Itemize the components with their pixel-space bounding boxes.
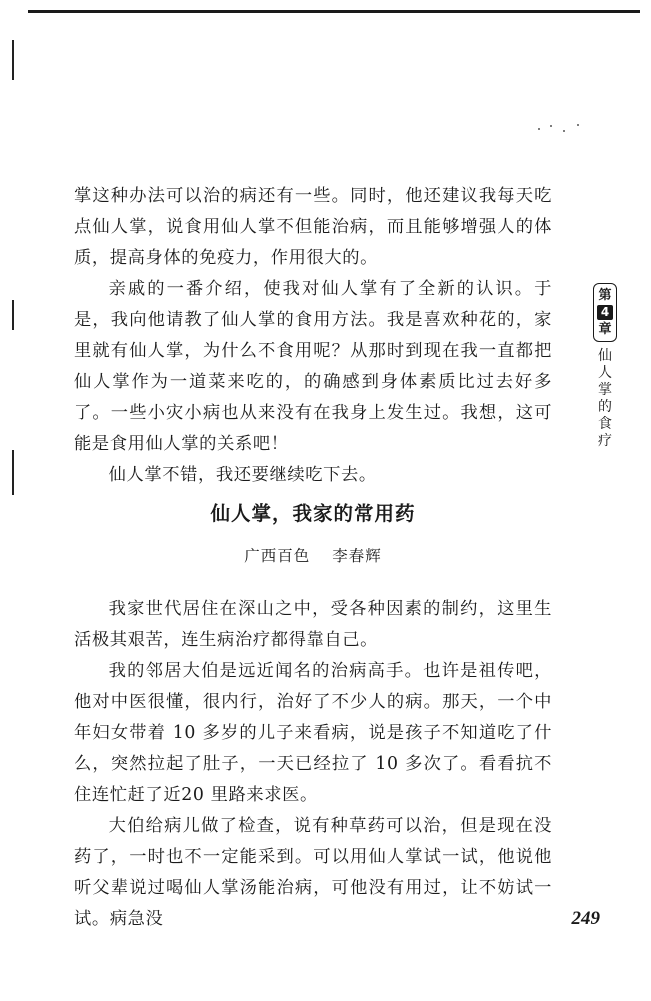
chapter-label-top: 第 xyxy=(598,288,612,303)
chapter-title-char: 疗 xyxy=(598,433,612,449)
text-line: 20 里路来求医。 xyxy=(181,785,318,805)
text-line: 向他请教了仙人掌的食用方法。我是喜欢种花的，家里就有仙 xyxy=(74,310,552,361)
scan-edge-mark xyxy=(12,40,14,80)
chapter-number-box xyxy=(593,283,617,342)
chapter-label-bottom: 章 xyxy=(598,322,612,337)
byline xyxy=(74,544,552,566)
paragraph xyxy=(74,274,552,460)
text-line: 病也从来没有在我身上发生过。我想，这可能是食用仙人掌的 xyxy=(74,403,553,454)
chapter-title-char: 的 xyxy=(598,399,612,415)
text-line: 带着 10 多岁的儿子来看病，说是孩子不知道吃了什么，突然拉 xyxy=(74,723,552,774)
header-rule xyxy=(28,10,640,13)
chapter-tab xyxy=(593,283,619,450)
text-line: 了，一时也不一定能采到。可以用仙人掌试一试，他说他听父辈 xyxy=(74,847,552,898)
top-text-block xyxy=(74,181,552,491)
byline-place: 广西百色 xyxy=(244,547,311,565)
text-line: 说过喝仙人掌汤能治病，可他没有用过，让不妨试一试。病急没 xyxy=(74,878,552,929)
text-line: 高身体的免疫力，作用很大的。 xyxy=(127,248,378,268)
text-line: 其艰苦，连生病治疗都得靠自己。 xyxy=(109,630,378,650)
text-line: 一道菜来吃的，的确感到身体素质比过去好多了。一些小灾小 xyxy=(74,372,552,423)
chapter-title xyxy=(593,348,617,450)
text-line: 掌这种办法可以治的病还有一些。同时，他还建议我每天吃点 xyxy=(74,186,552,237)
text-line: 仙人掌，说食用仙人掌不但能治病，而且能够增强人的体质，提 xyxy=(74,217,552,268)
paragraph xyxy=(74,811,552,935)
bottom-text-block xyxy=(74,594,552,935)
scan-edge-mark xyxy=(12,450,14,495)
text-line: 亲戚的一番介绍，使我对仙人掌有了全新的认识。于是，我 xyxy=(74,279,552,330)
text-line: 我家世代居住在深山之中，受各种因素的制约，这里生活极 xyxy=(74,599,552,650)
chapter-title-char: 掌 xyxy=(598,382,612,398)
scan-edge-mark xyxy=(12,300,14,330)
text-line: 关系吧！ xyxy=(217,434,289,454)
scan-noise-dots xyxy=(536,122,586,134)
chapter-number: 4 xyxy=(597,305,613,320)
paragraph xyxy=(74,594,552,656)
text-line: 对中医很懂，很内行，治好了不少人的病。那天，一个中年妇女 xyxy=(74,692,552,743)
section-title: 仙人掌，我家的常用药 xyxy=(210,502,416,525)
text-line: 大伯给病儿做了检查，说有种草药可以治，但是现在没药 xyxy=(74,816,552,867)
text-line: 起了肚子，一天已经拉了 10 多次了。看看抗不住连忙赶了近 xyxy=(74,754,552,805)
paragraph xyxy=(74,181,552,274)
page-number: 249 xyxy=(571,908,600,929)
text-line: 仙人掌不错，我还要继续吃下去。 xyxy=(108,465,377,485)
text-line: 我的邻居大伯是远近闻名的治病高手。也许是祖传吧，他 xyxy=(74,661,552,712)
text-line: 人掌，为什么不食用呢？从那时到现在我一直都把仙人掌作为 xyxy=(74,341,552,392)
chapter-title-char: 食 xyxy=(598,416,612,432)
paragraph xyxy=(74,460,552,491)
paragraph xyxy=(74,656,552,811)
chapter-title-char: 仙 xyxy=(598,348,612,364)
byline-author: 李春辉 xyxy=(332,547,382,565)
chapter-title-char: 人 xyxy=(598,365,612,381)
